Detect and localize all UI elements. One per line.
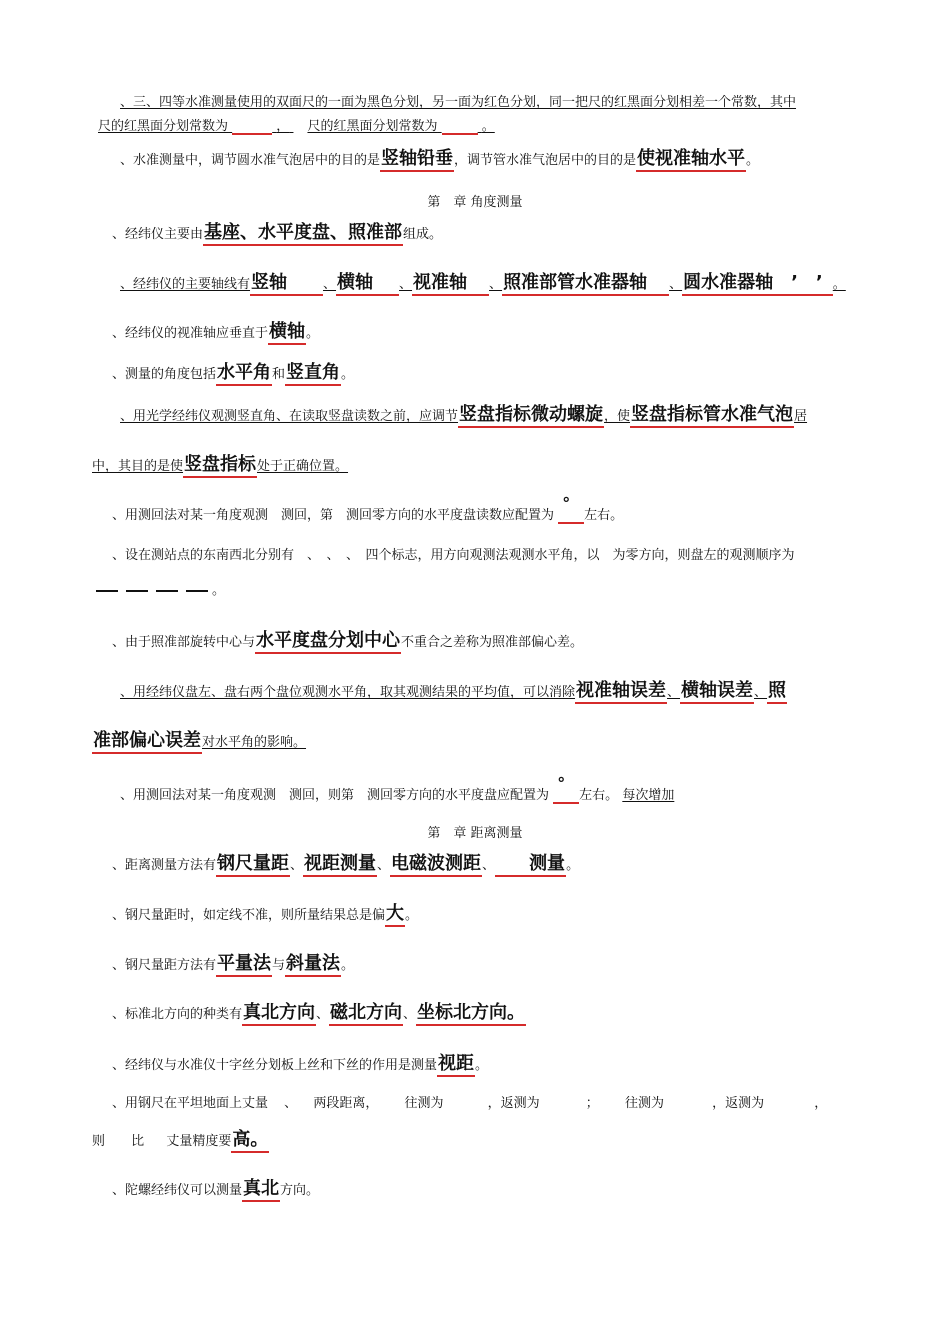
text: 、 (290, 858, 304, 873)
text: 尺的红黑面分划常数为 (98, 119, 229, 134)
text: 每次增加 (622, 788, 675, 803)
text: 、钢尺量距方法有 (112, 958, 217, 973)
text: 。 (341, 958, 355, 973)
q-direction-method (112, 549, 860, 562)
text: 方向。 (280, 1183, 320, 1198)
text: 。 (832, 277, 846, 292)
text: 和 (272, 367, 286, 382)
text: 、用经纬仪盘左、盘右两个盘位观测水平角，取其观测结果的平均值，可以消除 (120, 685, 576, 700)
text: 、三、四等水准测量使用的双面尺的一面为黑色分划，另一面为红色分划，同一把尺的红黑面分划相差一个常数，其中 (120, 95, 797, 110)
answer: 水平度盘分划中心 (255, 632, 401, 654)
text: 、用测回法对某一角度观测 测回，则第 测回零方向的水平度盘应配置为 (120, 788, 550, 803)
q-north-directions (112, 1004, 860, 1026)
text: 左右。 (584, 508, 624, 523)
text: 则 (92, 1134, 106, 1149)
answer: 视准轴 (412, 274, 489, 296)
text: 往测为 (404, 1096, 444, 1111)
q-tape-alignment (112, 905, 860, 927)
answer: 照准部管水准器轴 (502, 274, 669, 296)
text: ； (585, 1096, 599, 1111)
text: 、用光学经纬仪观测竖直角、在读取竖盘读数之前，应调节 (120, 409, 459, 424)
text: 处于正确位置。 (257, 459, 349, 474)
text: 、距离测量方法有 (112, 858, 217, 873)
text: 、 (403, 1007, 417, 1022)
answer: 竖盘指标微动螺旋 (458, 406, 604, 428)
degree-symbol: ° (557, 774, 566, 793)
text: 、 (667, 685, 681, 700)
answer: 大 (385, 905, 405, 927)
text: 、 (377, 858, 391, 873)
text: 、用钢尺在平坦地面上丈量 (112, 1096, 269, 1111)
text: 与 (272, 958, 286, 973)
text: 、由于照准部旋转中心与 (112, 635, 256, 650)
q-vertical-angle-line1 (92, 406, 860, 428)
q-tape-precision-line2 (92, 1131, 860, 1153)
answer-blank (558, 494, 584, 524)
text: 。 (341, 367, 355, 382)
text: 、钢尺量距时，如定线不准，则所量结果总是偏 (112, 908, 386, 923)
answer: 竖盘指标 (183, 456, 257, 478)
q-gyro-theodolite (112, 1180, 860, 1202)
q-line-of-sight (112, 323, 860, 345)
answer: 平量法 (216, 955, 272, 977)
blank-dash (156, 590, 178, 592)
q-measuring-round-2 (112, 774, 860, 804)
text: 比 (131, 1134, 145, 1149)
answer: 真北方向 (242, 1004, 316, 1026)
text: 。 (481, 119, 495, 134)
answer: 横轴 (268, 323, 306, 345)
q-leveling-rod-line1 (92, 96, 860, 109)
text: ，使 (604, 409, 631, 424)
text: 、经纬仪的主要轴线有 (120, 277, 251, 292)
text: 、 (399, 277, 413, 292)
text: 、经纬仪的视准轴应垂直于 (112, 326, 269, 341)
q-vertical-angle-line2 (92, 456, 860, 478)
answer: 视距 (437, 1055, 475, 1077)
text: 、用测回法对某一角度观测 测回，第 测回零方向的水平度盘读数应配置为 (112, 508, 555, 523)
text: 。 (746, 153, 760, 168)
answer: 视准轴误差 (575, 682, 667, 704)
q-stadia (112, 1055, 860, 1077)
q-tape-precision-line1 (112, 1097, 860, 1110)
q-eccentricity (112, 632, 860, 654)
answer: 使视准轴水平 (636, 150, 746, 172)
answer: 水平角 (216, 364, 272, 386)
text: 往测为 (624, 1096, 664, 1111)
answer: 横轴误差 (680, 682, 754, 704)
answer: 电磁波测距 (390, 855, 482, 877)
text: 。 (212, 583, 226, 598)
text: 、标准北方向的种类有 (112, 1007, 243, 1022)
answer: 高。 (231, 1131, 269, 1153)
answer: 斜量法 (285, 955, 341, 977)
text: 中，其目的是使 (92, 459, 184, 474)
text: 、陀螺经纬仪可以测量 (112, 1183, 243, 1198)
text: 、 (489, 277, 503, 292)
text: 、 (316, 1007, 330, 1022)
q-theodolite-parts (112, 224, 860, 246)
text: 、 (669, 277, 683, 292)
text: 居 (794, 409, 808, 424)
text: 、 (284, 1096, 298, 1111)
text: 不重合之差称为照准部偏心差。 (401, 635, 584, 650)
q-tape-methods (112, 955, 860, 977)
answer: 圆水准器轴 ’ ’ (682, 274, 833, 296)
answer: 竖盘指标管水准气泡 (630, 406, 794, 428)
answer: 准部偏心误差 (92, 732, 202, 754)
answer: 竖直角 (285, 364, 341, 386)
text: ， (814, 1096, 828, 1111)
answer: 钢尺量距 (216, 855, 290, 877)
chapter-heading-angle: 第 章 角度测量 (427, 195, 523, 210)
text: 。 (475, 1058, 489, 1073)
text: ， (276, 119, 290, 134)
answer: 视距测量 (303, 855, 377, 877)
answer: 基座、水平度盘、照准部 (203, 224, 403, 246)
text: ，返测为 (712, 1096, 765, 1111)
answer: 真北 (242, 1180, 280, 1202)
text: 。 (306, 326, 320, 341)
answer-blank (442, 120, 478, 135)
answer-blank (553, 774, 579, 804)
q-face-left-right-line2 (92, 732, 860, 754)
text: 对水平角的影响。 (202, 735, 307, 750)
q-leveling-rod-line2 (92, 120, 860, 135)
text: 两段距离， (313, 1096, 379, 1111)
q-measuring-round (112, 494, 860, 524)
blank-dash (186, 590, 208, 592)
text: 、水准测量中，调节圆水准气泡居中的目的是 (120, 153, 381, 168)
text: ，返测为 (487, 1096, 540, 1111)
text: 。 (405, 908, 419, 923)
answer: 横轴 (336, 274, 399, 296)
text: 、设在测站点的东南西北分别有 、 、 、 四个标志，用方向观测法观测水平角，以 为零方向，则盘左的观测顺序为 (112, 548, 795, 563)
text: 丈量精度要 (166, 1134, 232, 1149)
text: 左右。 (579, 788, 619, 803)
q-angle-types (112, 364, 860, 386)
text: 、 (482, 858, 496, 873)
text: 组成。 (403, 227, 443, 242)
blank-dash (96, 590, 118, 592)
answer: 磁北方向 (329, 1004, 403, 1026)
q-theodolite-axes (92, 274, 860, 296)
text: 、 (754, 685, 768, 700)
text: 、测量的角度包括 (112, 367, 217, 382)
chapter-heading-distance: 第 章 距离测量 (427, 826, 523, 841)
answer: 照 (767, 682, 787, 704)
answer: 竖轴 (250, 274, 323, 296)
text: 、经纬仪与水准仪十字丝分划板上丝和下丝的作用是测量 (112, 1058, 438, 1073)
answer: 坐标北方向。 (416, 1004, 526, 1026)
text: 、 (323, 277, 337, 292)
q-distance-methods (112, 855, 860, 877)
q-bubble-purpose (112, 150, 860, 172)
text: 。 (566, 858, 580, 873)
answer: 测量 (495, 855, 566, 877)
answer-blank (232, 120, 272, 135)
q-direction-method-order (92, 584, 860, 597)
text: 尺的红黑面分划常数为 (307, 119, 438, 134)
q-face-left-right-line1 (92, 682, 860, 704)
answer: 竖轴铅垂 (380, 150, 454, 172)
degree-symbol: ° (562, 494, 571, 513)
blank-dash (126, 590, 148, 592)
text: 、经纬仪主要由 (112, 227, 204, 242)
text: ，调节管水准气泡居中的目的是 (454, 153, 637, 168)
